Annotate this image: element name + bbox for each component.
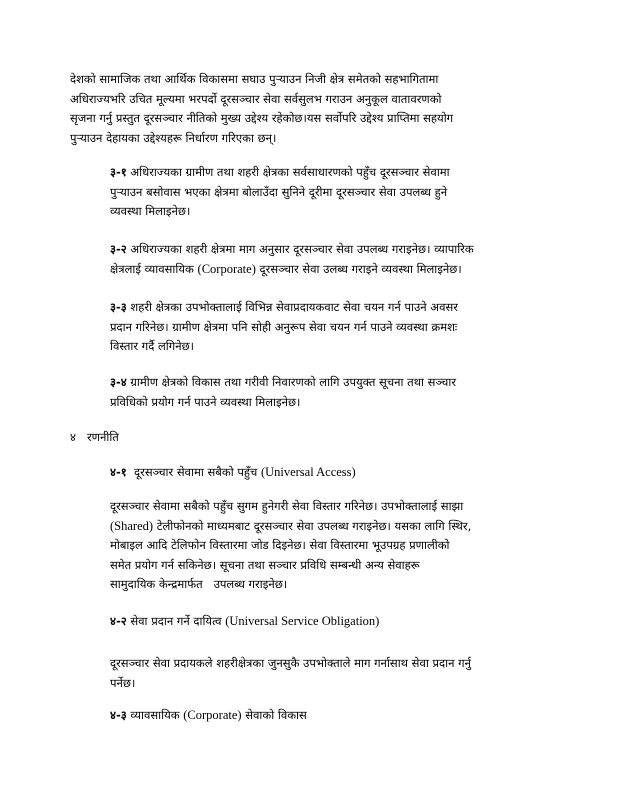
section-title: रणनीति xyxy=(86,430,119,444)
objective-number: ३-३ xyxy=(110,300,127,314)
objective-3-3 xyxy=(110,298,458,357)
subsection-heading-4-2 xyxy=(110,612,379,632)
paragraph-line: दूरसञ्चार सेवा प्रदायकले शहरीक्षेत्रका जुनसुकै उपभोक्ताले माग गर्नासाथ सेवा प्रदान गर्नु xyxy=(110,656,472,670)
objective-3-4 xyxy=(110,373,456,412)
subsection-number: ४-२ xyxy=(110,614,127,628)
objective-text: ग्रामीण क्षेत्रको विकास तथा गरीवी निवारणको लागि उपयुक्त सूचना तथा सञ्चार xyxy=(130,375,457,389)
english-term: (Universal Access) xyxy=(260,465,356,479)
subsection-title: व्यावसायिक xyxy=(130,708,184,722)
subsection-number: ४-३ xyxy=(110,708,127,722)
intro-line: देशको सामाजिक तथा आर्थिक विकासमा सघाउ पुर्‍याउन निजी क्षेत्र समेतको सहभागितामा xyxy=(70,72,439,86)
paragraph-line: टेलीफोनको माध्यमबाट दूरसञ्चार सेवा उपलब्ध गराइनेछ। यसका लागि स्थिर, xyxy=(153,518,472,533)
section-heading xyxy=(70,428,119,448)
subsection-paragraph-4-2 xyxy=(110,654,471,693)
intro-line: अधिराज्यभरि उचित मूल्यमा भरपर्दो दूरसञ्चार सेवा सर्वसुलभ गराउन अनुकूल वातावरणको xyxy=(70,91,442,106)
subsection-title: दूरसञ्चार सेवामा सबैको पहुँच xyxy=(134,465,261,479)
paragraph-line: मोबाइल आदि टेलिफोन विस्तारमा जोड दिइनेछ। सेवा विस्तारमा भूउपग्रह प्रणालीको xyxy=(110,538,450,552)
subsection-paragraph-4-1 xyxy=(110,497,471,595)
objective-number: ३-२ xyxy=(110,242,127,256)
intro-line: सृजना गर्नु प्रस्तुत दूरसञ्चार नीतिको मुख्य उद्देश्य रहेकोछ।यस सर्वोपरि उद्देश्य प्राप्तिमा सहयोग xyxy=(70,111,454,125)
english-term: (Universal Service Obligation) xyxy=(225,614,380,628)
subsection-title: सेवाको विकास xyxy=(241,708,307,722)
paragraph-line: पर्नेछ। xyxy=(110,675,136,690)
objective-text: विस्तार गर्दै लगिनेछ। xyxy=(110,339,195,353)
english-term: (Corporate) xyxy=(183,708,242,722)
objective-text: अधिराज्यका शहरी क्षेत्रमा माग अनुसार दूरसञ्चार सेवा उपलब्ध गराइनेछ। व्यापारिक xyxy=(130,242,474,256)
section-number: ४ xyxy=(70,430,76,444)
subsection-heading-4-3 xyxy=(110,706,307,726)
objective-text: अधिराज्यका ग्रामीण तथा शहरी क्षेत्रका सर्वसाधारणको पहुँच दूरसञ्चार सेवामा xyxy=(130,165,450,179)
paragraph-line: दूरसञ्चार सेवामा सबैको पहुँच सुगम हुनेगरी सेवा विस्तार गरिनेछ। उपभोक्तालाई साझा xyxy=(110,499,464,513)
objective-text: शहरी क्षेत्रका उपभोक्तालाई विभिन्न सेवाप्रदायकवाट सेवा चयन गर्न पाउने अवसर xyxy=(130,300,458,314)
english-term: (Shared) xyxy=(110,518,154,533)
subsection-title: सेवा प्रदान गर्ने दायित्व xyxy=(130,614,226,628)
objective-text: प्रविधिको प्रयोग गर्न पाउने व्यवस्था मिलाइनेछ। xyxy=(110,394,301,409)
objective-text: प्रदान गरिनेछ। ग्रामीण क्षेत्रमा पनि सोही अनुरूप सेवा चयन गर्न पाउने व्यवस्था क्रमशः xyxy=(110,319,458,334)
objective-number: ३-४ xyxy=(110,375,127,389)
paragraph-line: समेत प्रयोग गर्न सकिनेछ। सूचना तथा सञ्चार प्रविधि सम्बन्धी अन्य सेवाहरू xyxy=(110,557,420,572)
english-term: (Corporate) xyxy=(197,261,256,276)
objective-text: दूरसञ्चार सेवा उलब्ध गराइने व्यवस्था मिलाइनेछ। xyxy=(255,261,462,276)
objective-text: पुर्‍याउन बसोवास भएका क्षेत्रमा बोलाउँदा सुनिने दूरीमा दूरसञ्चार सेवा उपलब्ध हुने xyxy=(110,184,448,199)
subsection-number: ४-१ xyxy=(110,465,127,479)
objective-text: व्यवस्था मिलाइनेछ। xyxy=(110,204,191,218)
paragraph-line: सामुदायिक केन्द्रमार्फत उपलब्ध गराइनेछ। xyxy=(110,577,288,591)
objective-3-2 xyxy=(110,240,474,279)
objective-number: ३-१ xyxy=(110,165,127,179)
intro-line: पुर्‍याउन देहायका उद्देश्यहरू निर्धारण गरिएका छन्। xyxy=(70,130,277,145)
intro-paragraph xyxy=(70,70,453,148)
subsection-heading-4-1 xyxy=(110,463,356,483)
objective-3-1 xyxy=(110,163,450,222)
objective-text: क्षेत्रलाई व्यावसायिक xyxy=(110,261,198,276)
